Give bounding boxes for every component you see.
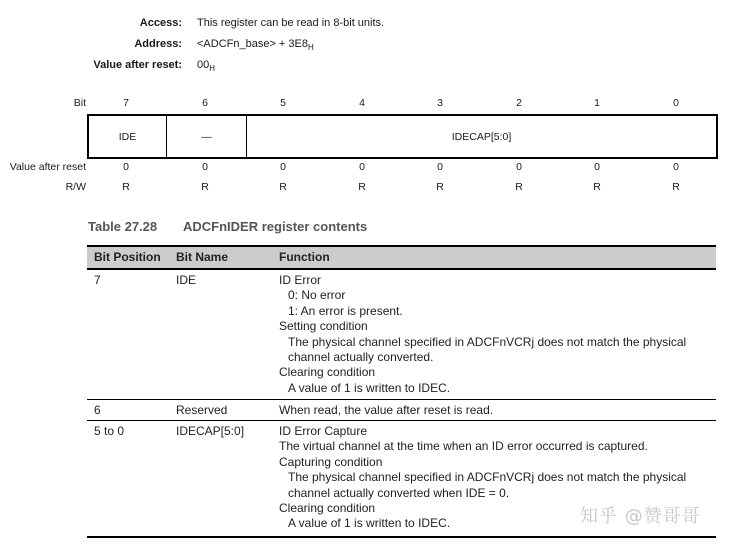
address-text: <ADCFn_base> + 3E8 [197,38,308,50]
rw-row-label: R/W [65,181,86,193]
function-line: channel actually converted when IDE = 0. [288,485,510,500]
address-value [197,38,314,52]
function-line: Capturing condition [279,454,383,469]
bit-number: 5 [280,97,286,109]
cell-bit-position: 5 to 0 [94,424,125,438]
bit-number: 6 [202,97,208,109]
bit-number: 3 [437,97,443,109]
reset-value-subscript: H [209,64,216,73]
register-contents-table [87,245,716,538]
field-reserved: — [201,130,212,143]
bit-row-label: Bit [73,97,86,109]
function-line: The physical channel specified in ADCFnVCRj does not match the physical [288,470,687,485]
cell-bit-position: 6 [94,403,101,417]
reset-bit-value: 0 [123,161,129,173]
bit-number: 7 [123,97,129,109]
reset-bit-value: 0 [516,161,522,173]
function-line: The physical channel specified in ADCFnVCRj does not match the physical [288,334,687,349]
reset-bit-value: 0 [280,161,286,173]
field-idecap: IDECAP[5:0] [451,130,512,143]
function-line: Clearing condition [279,365,376,380]
rw-bit-value: R [122,181,130,193]
header-bit-position: Bit Position [94,250,161,264]
watermark: 知乎 @赞哥哥 [580,506,701,527]
cell-bit-name: IDE [176,273,197,287]
rw-bit-value: R [593,181,601,193]
field-ide: IDE [118,130,137,143]
rw-bit-value: R [436,181,444,193]
reset-value-text: 00 [197,59,210,71]
reset-bit-value: 0 [594,161,600,173]
register-field-box [87,114,718,159]
header-function: Function [279,250,330,264]
table-header [87,245,716,270]
table-title [88,219,367,234]
function-line: The virtual channel at the time when an ID error occurred is captured. [279,439,648,454]
rw-bit-value: R [515,181,523,193]
table-caption: ADCFnIDER register contents [183,219,368,234]
reset-bit-value: 0 [437,161,443,173]
function-line: ID Error [279,273,321,287]
rw-bit-value: R [672,181,680,193]
function-line: 0: No error [288,288,346,303]
reset-bit-value: 0 [359,161,365,173]
function-line: A value of 1 is written to IDEC. [288,516,451,531]
reset-row-label: Value after reset [9,161,86,173]
table-row [87,400,716,421]
cell-bit-position: 7 [94,273,101,287]
function-line: 1: An error is present. [288,303,403,318]
cell-function [279,403,493,418]
address-subscript: H [308,43,314,52]
table-number: Table 27.28 [88,219,158,234]
reset-bit-value: 0 [202,161,208,173]
access-value: This register can be read in 8-bit units. [197,17,385,29]
reset-bit-value: 0 [673,161,679,173]
access-label: Access: [139,17,182,29]
rw-bit-value: R [358,181,366,193]
function-line: Setting condition [279,319,368,334]
function-line: When read, the value after reset is read. [279,403,494,417]
header-bit-name: Bit Name [176,250,229,264]
rw-bit-value: R [279,181,287,193]
table-row [87,270,716,400]
rw-bit-value: R [201,181,209,193]
bit-number: 0 [673,97,679,109]
reset-value [197,59,215,73]
bit-number: 2 [516,97,522,109]
bit-number: 1 [594,97,600,109]
bit-number: 4 [359,97,365,109]
cell-function [279,273,686,396]
cell-bit-name: Reserved [176,403,228,417]
address-label: Address: [134,38,182,50]
function-line: A value of 1 is written to IDEC. [288,380,451,395]
function-line: Clearing condition [279,501,376,516]
function-line: ID Error Capture [279,424,368,438]
reset-value-label: Value after reset: [93,59,182,71]
function-line: channel actually converted. [288,350,434,365]
cell-bit-name: IDECAP[5:0] [176,424,245,438]
